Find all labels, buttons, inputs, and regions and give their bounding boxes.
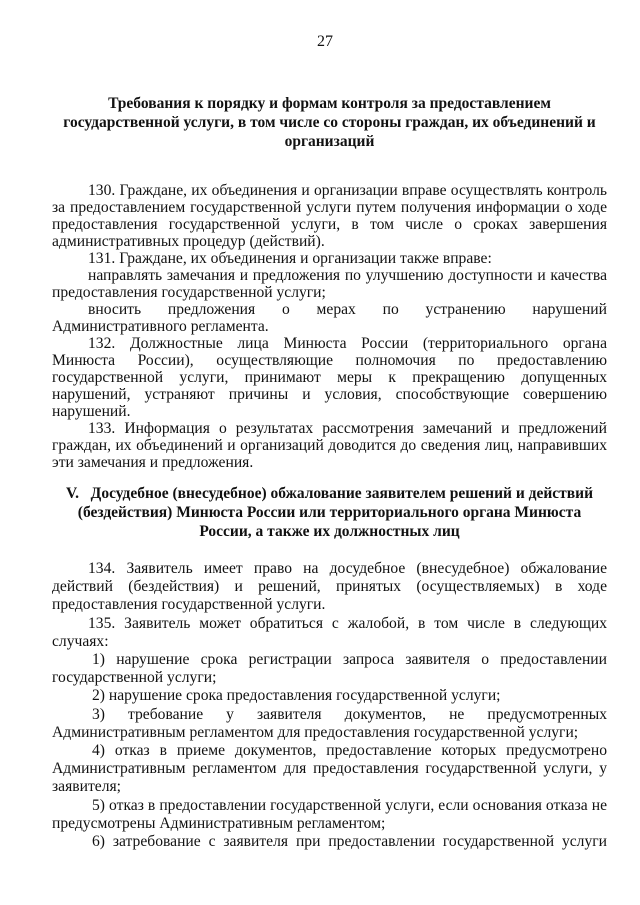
paragraph-133: 133. Информация о результатах рассмотрения замечаний и предложений граждан, их объединений и организаций доводится до сведения лиц, направивших эти замечания и предложения. (52, 420, 607, 471)
section-control-requirements (52, 94, 607, 471)
paragraph-130: 130. Граждане, их объединения и организации вправе осуществлять контроль за предоставлением государственной услуги путем получения информации о ходе предоставления государственной услуги, в том числе о сроках завершения административных процедур (действий). (52, 182, 607, 250)
list-item: 6) затребование с заявителя при предоставлении государственной услуги (92, 833, 607, 851)
paragraph-132: 132. Должностные лица Минюста России (территориального органа Минюста России), осуществляющие полномочия по предоставлению государственной услуги, принимают меры к прекращению допущенных нарушений, устраняют причины и условия, способствующие совершению нарушений. (52, 335, 607, 420)
section-heading: Требования к порядку и формам контроля за предоставлением государственной услуги, в том числе со стороны граждан, их объединений и организаций (63, 95, 596, 150)
paragraph-135: 135. Заявитель может обратиться с жалобой, в том числе в следующих случаях: (52, 614, 607, 650)
section-heading: V. Досудебное (внесудебное) обжалование заявителем решений и действий (бездействия) Минюста России или территориального органа Минюста России, а также их должностных лиц (65, 485, 597, 540)
list-item: 3) требование у заявителя документов, не предусмотренных Административным регламентом для предоставления государственной услуги; (52, 705, 607, 741)
list-item: 2) нарушение срока предоставления государственной услуги; (92, 687, 501, 705)
paragraph-131-item-2: вносить предложения о мерах по устранению нарушений Административного регламента. (52, 301, 607, 335)
section-v-appeal (52, 484, 607, 851)
paragraph-131: 131. Граждане, их объединения и организации также вправе: (88, 250, 492, 267)
paragraph-131-item-1: направлять замечания и предложения по улучшению доступности и качества предоставления государственной услуги; (52, 267, 607, 301)
list-item: 5) отказ в предоставлении государственной услуги, если основания отказа не предусмотрены Административным регламентом; (52, 796, 607, 832)
paragraph-134: 134. Заявитель имеет право на досудебное (внесудебное) обжалование действий (бездействия) и решений, принятых (осуществляемых) в ходе предоставления государственной услуги. (52, 560, 607, 614)
list-item: 1) нарушение срока регистрации запроса заявителя о предоставлении государственной услуги; (52, 651, 607, 687)
list-item: 4) отказ в приеме документов, предоставление которых предусмотрено Административным регламентом для предоставления государственной услуги, у заявителя; (52, 742, 607, 796)
page-number: 27 (317, 33, 333, 50)
